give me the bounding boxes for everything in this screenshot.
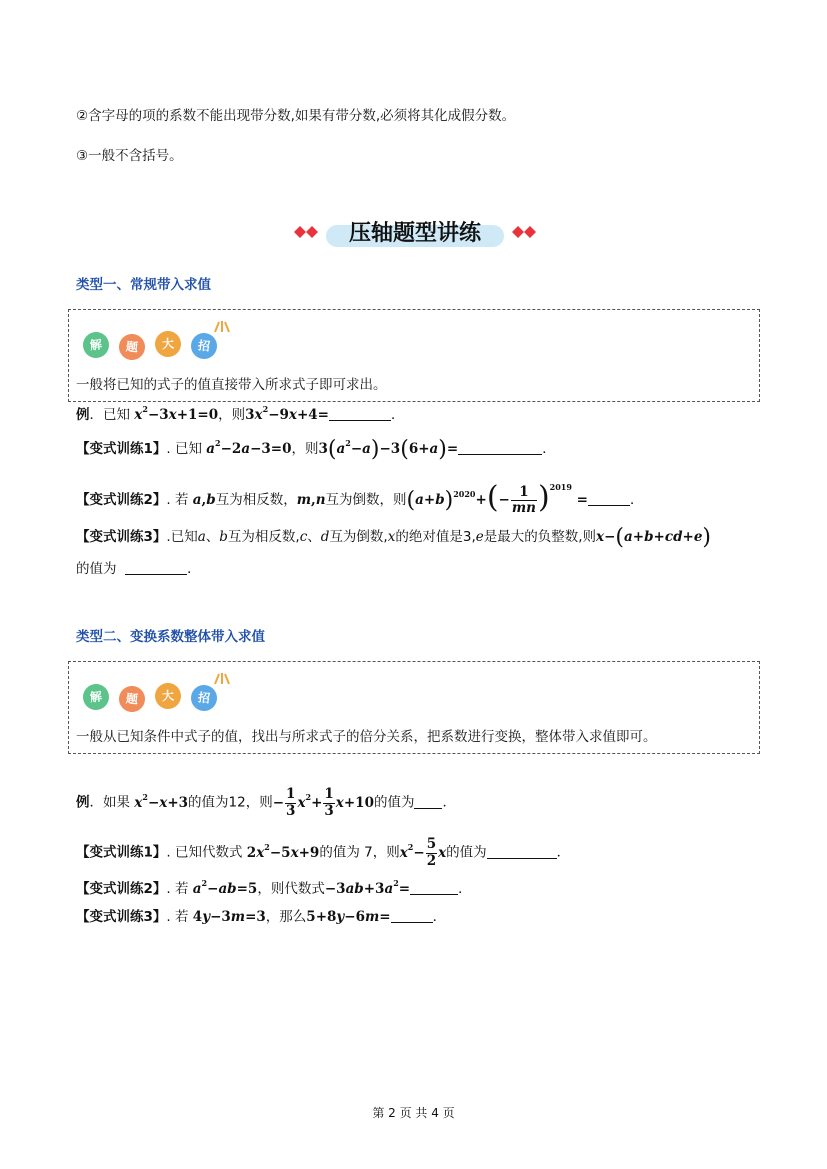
type2-heading: 类型二、变换系数整体带入求值 xyxy=(76,629,265,645)
sparkle-icon xyxy=(213,672,231,686)
math-expr: $x^2-$ $\frac{5}{2}$ x xyxy=(399,836,447,869)
math-expr: x−(a+b+cd+e) xyxy=(596,525,712,550)
example-label: 例 xyxy=(76,407,90,423)
math-expr: $-3ab+3a^2=$ xyxy=(324,878,411,897)
math-expr: $x^2-x+3$ xyxy=(134,791,189,811)
math-expr: $a^2-2a-3=0$ xyxy=(206,438,292,457)
tip-badge-char-3: 大 xyxy=(154,330,182,358)
answer-blank[interactable] xyxy=(125,562,187,575)
type2-tip-text: 一般从已知条件中式子的值，找出与所求式子的倍分关系，把系数进行变换，整体带入求值即可。 xyxy=(76,729,657,745)
type2-tip-box xyxy=(68,661,760,754)
tip-badge-char-4: 招 xyxy=(190,684,219,713)
math-expr: $a^2-ab=5$ xyxy=(192,878,258,897)
example-label: 例 xyxy=(76,794,90,811)
tip-badge-group xyxy=(79,328,239,360)
math-expr: 4y−3m=3 xyxy=(192,909,266,925)
answer-blank[interactable] xyxy=(487,846,557,859)
type1-drill-2: 【变式训练2】. 若 a,b互为相反数，m,n互为倒数，则$(a+b)^{2020}+(-$ $\frac{1}{mn}$ )$^{2019}$ = ． xyxy=(76,480,644,516)
answer-blank[interactable] xyxy=(588,493,630,506)
type2-drill-1: 【变式训练1】. 已知代数式 $2x^2-5x+9$的值为 7，则$x^2-$ $\frac{5}{2}$ x的值为 ． xyxy=(76,836,571,869)
drill-label: 【变式训练3】 xyxy=(76,529,167,545)
answer-blank[interactable] xyxy=(414,796,442,809)
math-expr: − $\frac{1}{3}$ $x^2+$ $\frac{1}{3}$ x+10 xyxy=(272,786,374,819)
tip-badge-char-3: 大 xyxy=(154,682,182,710)
math-var: m,n xyxy=(296,492,326,508)
answer-blank[interactable] xyxy=(329,408,391,421)
type1-tip-text: 一般将已知的式子的值直接带入所求式子即可求出。 xyxy=(76,377,387,393)
drill-label: 【变式训练3】 xyxy=(76,909,167,925)
sparkle-icon xyxy=(213,320,231,334)
answer-blank[interactable] xyxy=(391,910,433,923)
tip-badge-char-4: 招 xyxy=(190,332,219,361)
tip-badge-char-1: 解 xyxy=(82,683,111,712)
type1-drill-3-cont: 的值为 ． xyxy=(76,561,201,577)
math-expr: $3x^2-9x+4=$ xyxy=(245,404,329,423)
math-expr: $(a+b)^{2020}+(-$ $\frac{1}{mn}$ )$^{2019}$ = xyxy=(406,480,588,516)
section-title: 压轴题型讲练 xyxy=(348,221,481,246)
math-expr: $x^2-3x+1=0$ xyxy=(134,404,219,423)
type1-drill-1: 【变式训练1】. 已知 $a^2-2a-3=0$，则$3(a^2-a)-3(6+a)=$ ． xyxy=(76,437,556,462)
type1-tip-box xyxy=(68,309,760,402)
drill-label: 【变式训练1】 xyxy=(76,441,167,457)
type1-drill-3: 【变式训练3】.已知a、b互为相反数,c、d互为倒数,x的绝对值是3,e是最大的负整数,则x−(a+b+cd+e) xyxy=(76,525,712,550)
math-expr: $2x^2-5x+9$ xyxy=(246,841,320,861)
intro-line-2: ②含字母的项的系数不能出现带分数,如果有带分数,必须将其化成假分数。 xyxy=(76,108,516,124)
drill-label: 【变式训练2】 xyxy=(76,881,167,897)
intro-line-3: ③一般不含括号。 xyxy=(76,148,183,164)
page-footer: 第 2 页 共 4 页 xyxy=(372,1106,455,1120)
type2-example: 例．如果 $x^2-x+3$的值为12，则− $\frac{1}{3}$ $x^2+$ $\frac{1}{3}$ x+10的值为 ． xyxy=(76,786,456,819)
math-expr: $3(a^2-a)-3(6+a)=$ xyxy=(318,437,459,462)
tip-badge-char-2: 题 xyxy=(118,333,146,361)
section-banner xyxy=(292,214,538,250)
math-expr: 5+8y−6m= xyxy=(306,909,391,925)
math-var: a,b xyxy=(192,492,216,508)
drill-label: 【变式训练1】 xyxy=(76,844,167,861)
answer-blank[interactable] xyxy=(458,442,542,455)
type1-example: 例．已知 $x^2-3x+1=0$，则$3x^2-9x+4=$ ． xyxy=(76,404,405,423)
answer-blank[interactable] xyxy=(410,882,458,895)
tip-badge-group xyxy=(79,680,239,712)
tip-badge-char-1: 解 xyxy=(82,331,111,360)
type2-drill-3: 【变式训练3】. 若 4y−3m=3，那么5+8y−6m= ． xyxy=(76,909,447,925)
type1-heading: 类型一、常规带入求值 xyxy=(76,277,211,293)
drill-label: 【变式训练2】 xyxy=(76,492,167,508)
tip-badge-char-2: 题 xyxy=(118,685,146,713)
type2-drill-2: 【变式训练2】. 若 $a^2-ab=5$，则代数式$-3ab+3a^2=$ ． xyxy=(76,878,472,897)
